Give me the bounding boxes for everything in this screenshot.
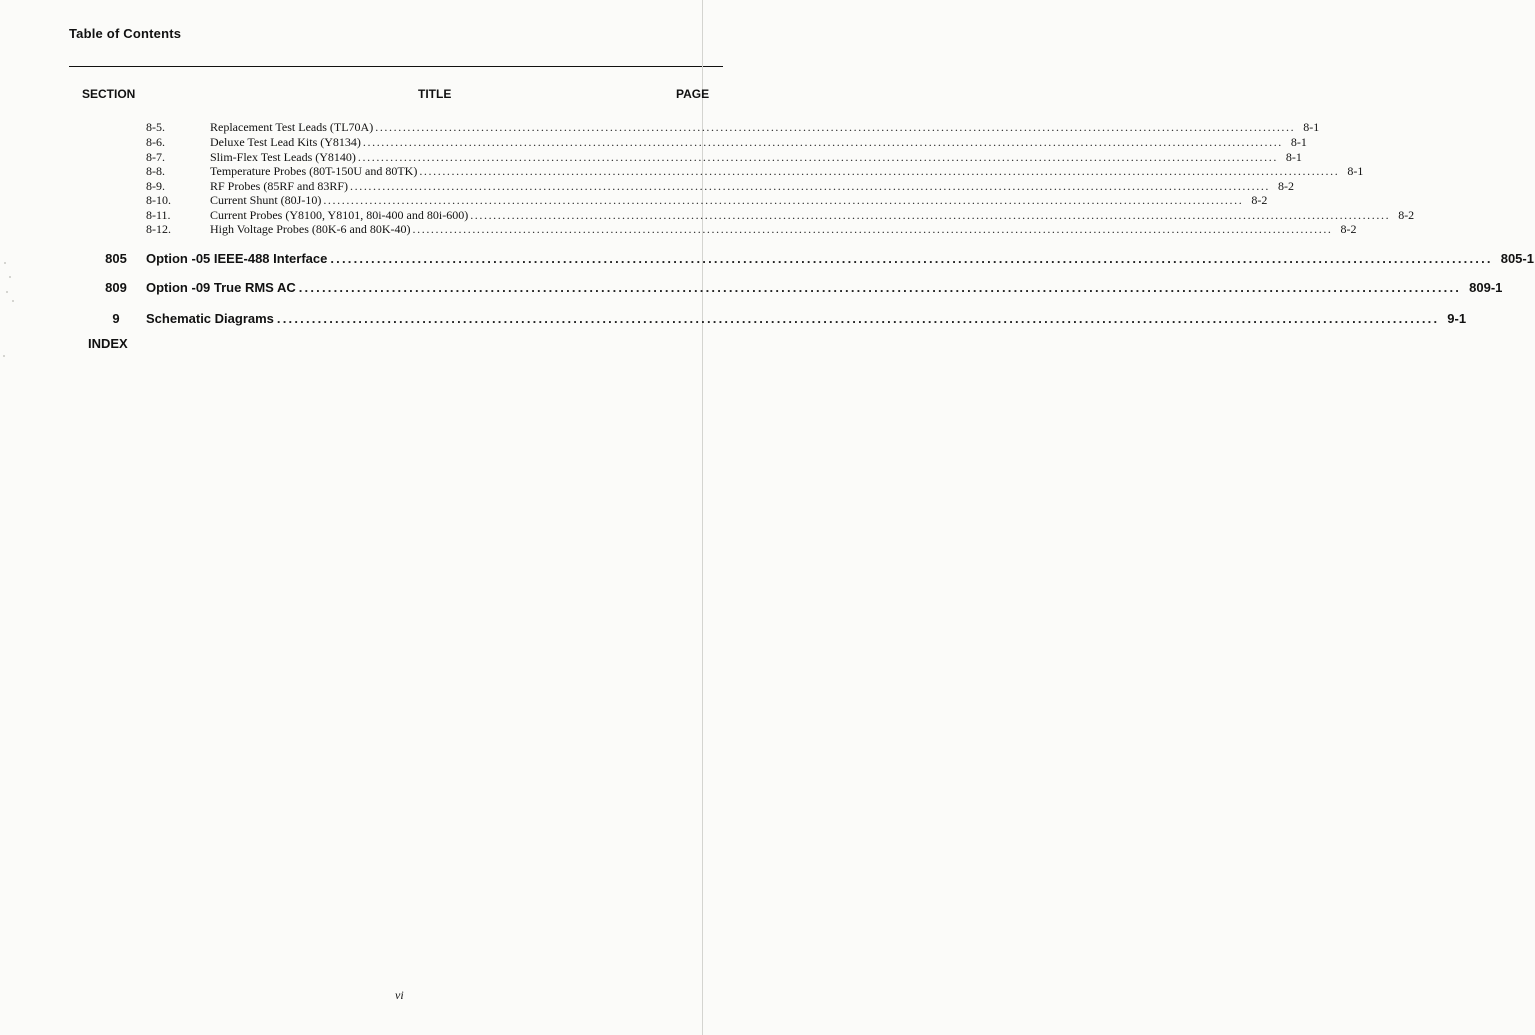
toc-subentry[interactable] <box>146 193 1268 207</box>
scan-speck <box>9 276 11 278</box>
toc-section-entry[interactable] <box>86 310 1467 328</box>
section-title: Schematic Diagrams <box>146 311 274 326</box>
subentry-number: 8-10. <box>146 193 171 207</box>
toc-subentry[interactable] <box>146 179 1295 193</box>
section-number: 9 <box>112 311 120 326</box>
subentry-page: 8-1 <box>1285 150 1302 164</box>
page-title: Table of Contents <box>69 26 182 41</box>
section-title: Option -05 IEEE-488 Interface <box>146 251 328 266</box>
index-entry[interactable]: INDEX <box>88 336 128 351</box>
subentry-title: Temperature Probes (80T-150U and 80TK) <box>210 164 418 178</box>
subentry-page: 8-2 <box>1340 222 1357 236</box>
toc-subentry[interactable] <box>146 150 1302 164</box>
toc-subentry[interactable] <box>146 135 1307 149</box>
subentry-title: Deluxe Test Lead Kits (Y8134) <box>210 135 361 149</box>
toc-subentry[interactable] <box>146 120 1320 134</box>
toc-subentry[interactable] <box>146 164 1364 178</box>
dot-leader: ........................................................................................................................................................................................................ <box>419 164 1340 178</box>
toc-section-entry[interactable] <box>86 279 1503 297</box>
subentry-title: High Voltage Probes (80K-6 and 80K-40) <box>210 222 411 236</box>
dot-leader: ........................................................................................................................................................................................................ <box>470 208 1391 222</box>
scan-speck <box>3 355 5 357</box>
subentry-title: RF Probes (85RF and 83RF) <box>210 179 349 193</box>
subentry-page: 8-2 <box>1251 193 1268 207</box>
dot-leader: ........................................................................................................................................................................................................ <box>412 222 1333 236</box>
column-header-title: TITLE <box>418 87 452 101</box>
column-header-section: SECTION <box>82 87 136 101</box>
subentry-number: 8-6. <box>146 135 165 149</box>
section-page: 9-1 <box>1447 311 1467 326</box>
dot-leader: ........................................................................................................................................................................................................ <box>357 150 1278 164</box>
scan-speck <box>4 262 6 264</box>
section-title: Option -09 True RMS AC <box>146 280 296 295</box>
section-number: 805 <box>105 251 127 266</box>
toc-subentry[interactable] <box>146 222 1357 236</box>
section-page: 805-1 <box>1500 251 1534 266</box>
toc-subentry[interactable] <box>146 208 1415 222</box>
page-number: vi <box>395 988 404 1002</box>
dot-leader: ........................................................................................................................................................................................................ <box>276 311 1440 326</box>
toc-section-entry[interactable] <box>86 250 1534 268</box>
dot-leader: ........................................................................................................................................................................................................ <box>323 193 1244 207</box>
dot-leader: ........................................................................................................................................................................................................ <box>298 280 1462 295</box>
scan-speck <box>12 300 14 302</box>
subentry-title: Replacement Test Leads (TL70A) <box>210 120 374 134</box>
subentry-number: 8-11. <box>146 208 171 222</box>
dot-leader: ........................................................................................................................................................................................................ <box>350 179 1271 193</box>
subentry-title: Current Shunt (80J-10) <box>210 193 322 207</box>
section-page: 809-1 <box>1469 280 1503 295</box>
dot-leader: ........................................................................................................................................................................................................ <box>330 251 1493 266</box>
subentry-page: 8-2 <box>1278 179 1295 193</box>
column-header-page: PAGE <box>676 87 710 101</box>
subentry-page: 8-2 <box>1398 208 1415 222</box>
subentry-number: 8-9. <box>146 179 165 193</box>
dot-leader: ........................................................................................................................................................................................................ <box>362 135 1283 149</box>
subentry-number: 8-7. <box>146 150 165 164</box>
subentry-page: 8-1 <box>1303 120 1320 134</box>
dot-leader: ........................................................................................................................................................................................................ <box>375 120 1296 134</box>
scan-speck <box>6 291 8 293</box>
header-rule <box>69 66 723 67</box>
subentry-page: 8-1 <box>1290 135 1307 149</box>
subentry-title: Slim-Flex Test Leads (Y8140) <box>210 150 356 164</box>
subentry-number: 8-5. <box>146 120 165 134</box>
section-number: 809 <box>105 280 127 295</box>
subentry-number: 8-8. <box>146 164 165 178</box>
subentry-number: 8-12. <box>146 222 171 236</box>
subentry-page: 8-1 <box>1347 164 1364 178</box>
subentry-title: Current Probes (Y8100, Y8101, 80i-400 and 80i-600) <box>210 208 469 222</box>
